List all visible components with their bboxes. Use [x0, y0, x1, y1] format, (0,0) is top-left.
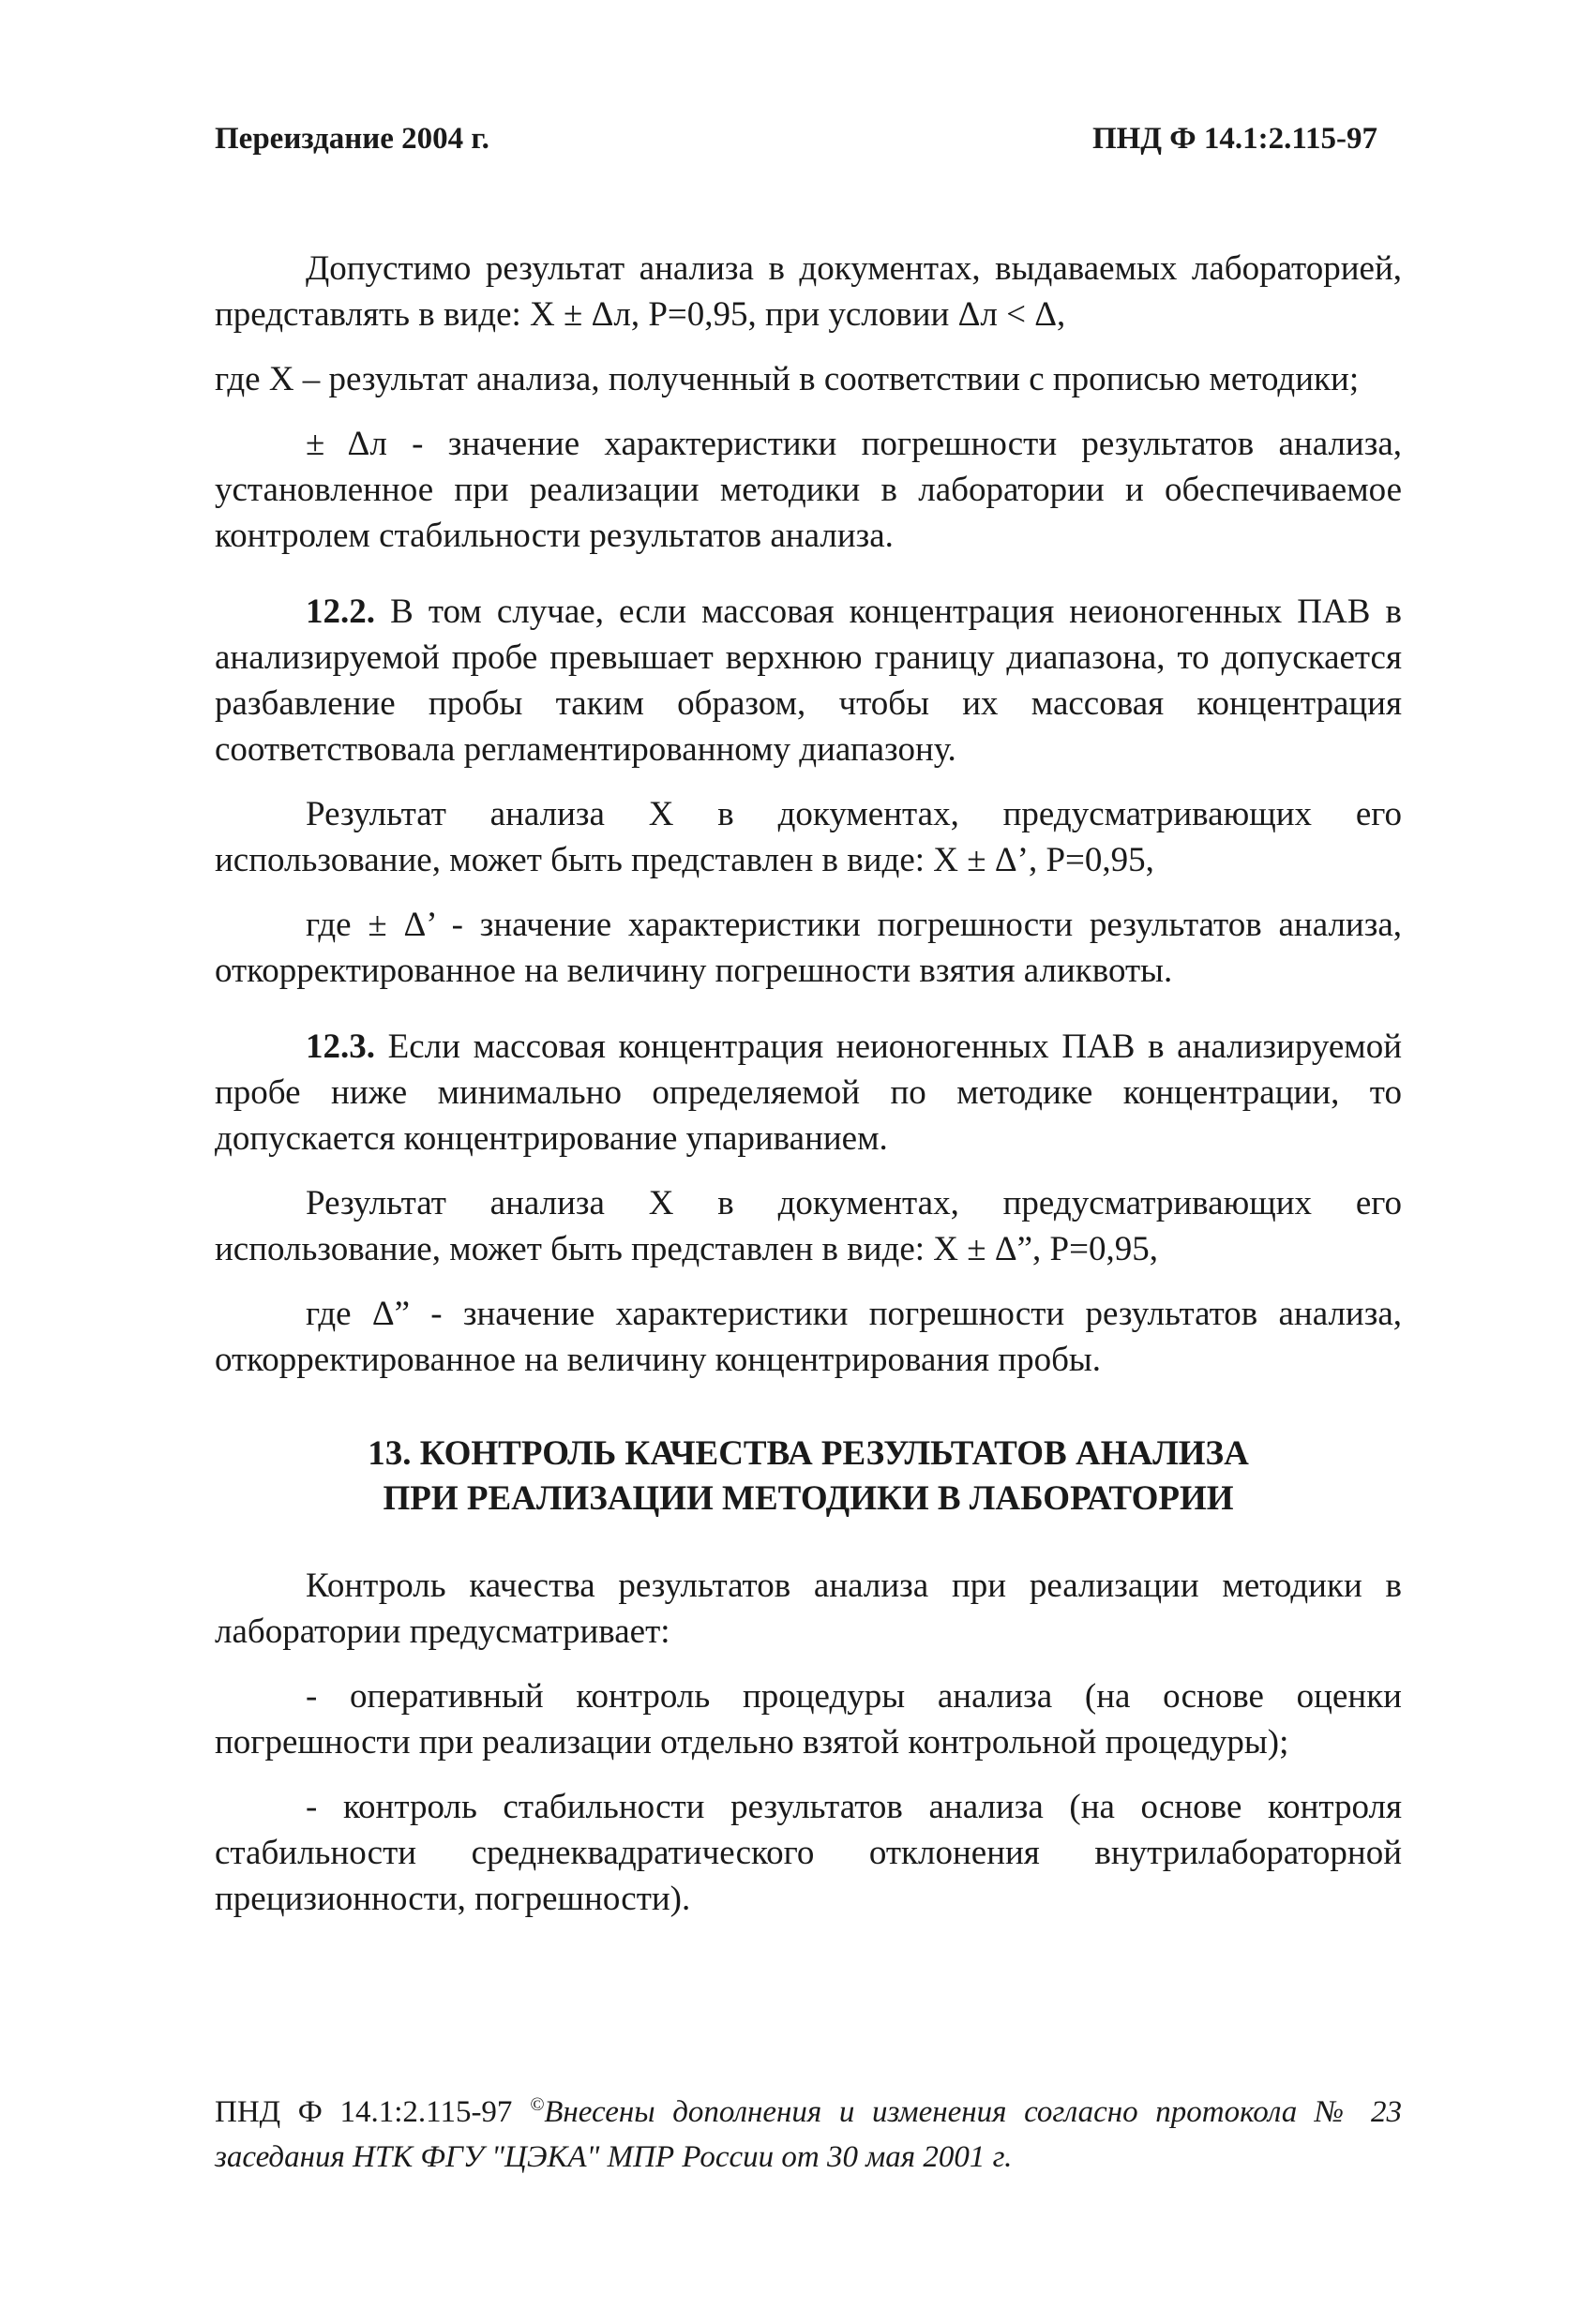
copyright-mark: © [530, 2094, 545, 2115]
paragraph-delta-definition: ± Δл - значение характеристики погрешности результатов анализа, установленное при реализации методики в лаборатории и обеспечиваемое контролем стабильности результатов анализа. [215, 425, 1402, 555]
paragraph-delta-double-prime-definition: где Δ” - значение характеристики погрешности результатов анализа, откорректированное на величину концентрирования пробы. [215, 1295, 1402, 1379]
clause-number: 12.2. [306, 592, 375, 631]
paragraph-delta-prime-definition: где ± Δ’ - значение характеристики погрешности результатов анализа, откорректированное на величину погрешности взятия аликвоты. [215, 906, 1402, 990]
section-title-line: ПРИ РЕАЛИЗАЦИИ МЕТОДИКИ В ЛАБОРАТОРИИ [383, 1479, 1234, 1518]
paragraph-result-delta-double-prime: Результат анализа X в документах, предусматривающих его использование, может быть представлен в виде: X ± Δ”, P=0,95, [215, 1184, 1402, 1268]
edition-label: Переиздание 2004 г. [215, 122, 489, 156]
footnote [215, 2082, 1402, 2180]
document-code: ПНД Ф 14.1:2.115-97 [1091, 122, 1377, 156]
footnote-text: Внесены дополнения и изменения согласно протокола № 23 заседания НТК ФГУ "ЦЭКА" МПР России от 30 мая 2001 г. [215, 2095, 1402, 2174]
list-item-operative-control: - оперативный контроль процедуры анализа (на основе оценки погрешности при реализации отдельно взятой контрольной процедуры); [215, 1677, 1402, 1762]
clause-text: Если массовая концентрация неионогенных ПАВ в анализируемой пробе ниже минимально определяемой по методике концентрации, то допускается концентрирование упариванием. [215, 1027, 1402, 1158]
clause-number: 12.3. [306, 1027, 375, 1066]
document-body [215, 246, 1402, 1952]
footnote-code: ПНД Ф 14.1:2.115-97 [215, 2095, 513, 2129]
section-title-line: 13. КОНТРОЛЬ КАЧЕСТВА РЕЗУЛЬТАТОВ АНАЛИЗА [368, 1434, 1249, 1473]
paragraph-result-format: Допустимо результат анализа в документах, выдаваемых лабораторией, представлять в виде: X ± Δл, P=0,95, при условии Δл < Δ, [215, 249, 1402, 334]
paragraph-result-delta-prime: Результат анализа X в документах, предусматривающих его использование, может быть представлен в виде: X ± Δ’, P=0,95, [215, 795, 1402, 879]
section-title [215, 1432, 1402, 1522]
paragraph-quality-control-intro: Контроль качества результатов анализа при реализации методики в лаборатории предусматривает: [215, 1567, 1402, 1651]
list-item-stability-control: - контроль стабильности результатов анализа (на основе контроля стабильности среднеквадратического отклонения внутрилабораторной прецизионности, погрешности). [215, 1788, 1402, 1918]
clause-text: В том случае, если массовая концентрация неионогенных ПАВ в анализируемой пробе превышает верхнюю границу диапазона, то допускается разбавление пробы таким образом, чтобы их массовая концентрация соответствовала регламентированному диапазону. [215, 592, 1402, 769]
paragraph-12-2 [215, 589, 1402, 772]
paragraph-where-x: где X – результат анализа, полученный в соответствии с прописью методики; [215, 360, 1360, 398]
paragraph-12-3 [215, 1024, 1402, 1162]
